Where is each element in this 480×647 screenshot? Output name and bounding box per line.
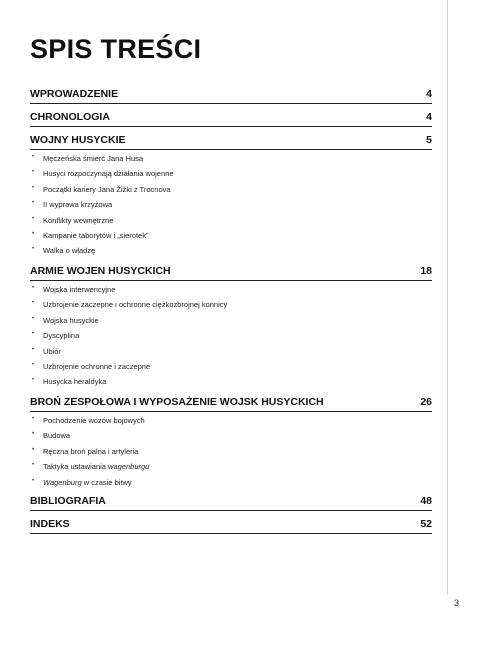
toc-subitem-text: Wojska interwencyjne — [43, 285, 116, 294]
toc-subitem-italic-text: wagenburgu — [108, 462, 150, 472]
bullet-icon: • — [32, 477, 35, 484]
bullet-icon: • — [32, 361, 35, 368]
toc-subitem-label — [43, 347, 61, 356]
toc-subitem-text: Uzbrojenie zaczepne i ochronne ciężkozbrojnej konnicy — [43, 300, 228, 310]
toc-subitem-label — [43, 154, 143, 163]
bullet-icon: • — [32, 230, 35, 237]
toc-subitem-text: Konflikty wewnętrzne — [43, 215, 114, 225]
toc-subitem[interactable] — [30, 474, 432, 489]
toc-subitem-label — [43, 246, 95, 255]
toc-section-heading[interactable] — [30, 88, 432, 102]
bullet-icon: • — [32, 346, 35, 353]
toc-subitem-label — [43, 216, 113, 225]
toc-subitem-italic-text: Wagenburg — [43, 477, 82, 487]
toc-subitem[interactable] — [30, 196, 432, 211]
toc-subitem-text: Husycka heraldyka — [43, 377, 107, 387]
toc-subitem-text: II wyprawa krzyżowa — [43, 200, 113, 210]
toc-section-heading[interactable] — [30, 396, 432, 410]
toc-subitem-label — [43, 185, 171, 194]
toc-subitem[interactable] — [30, 212, 432, 227]
toc-section-page-number: 48 — [420, 495, 432, 507]
toc-subitem-label — [43, 416, 145, 425]
toc-subitem[interactable] — [30, 181, 432, 196]
toc-section-title: CHRONOLOGIA — [30, 111, 110, 123]
toc-section-page-number: 18 — [420, 265, 432, 277]
toc-subitem-text: Taktyka ustawiania — [43, 462, 109, 472]
toc-subitem-text: w czasie bitwy — [81, 477, 132, 487]
toc-subitem-text: Wojska husyckie — [43, 315, 99, 325]
toc-subitem-text: Męczeńska śmierć Jana Husa — [43, 154, 144, 163]
toc-subitem-label — [43, 285, 115, 294]
toc-section — [30, 88, 432, 104]
toc-section-page-number: 26 — [420, 396, 432, 408]
bullet-icon: • — [32, 154, 35, 160]
bullet-icon: • — [32, 300, 35, 307]
toc-subitem-list — [30, 150, 432, 258]
page-title: SPIS TREŚCI — [30, 34, 202, 64]
toc-section-title: BROŃ ZESPOŁOWA I WYPOSAŻENIE WOJSK HUSYCKICH — [30, 396, 324, 408]
toc-section — [30, 134, 432, 258]
toc-subitem-text: Kampanie taborytów i „sierotek” — [43, 230, 149, 240]
toc-subitem[interactable] — [30, 281, 432, 296]
toc-subitem-label — [43, 200, 112, 209]
toc-subitem-label — [43, 377, 106, 386]
toc-subitem[interactable] — [30, 373, 432, 388]
toc-section-title: ARMIE WOJEN HUSYCKICH — [30, 265, 171, 277]
page-number: 3 — [454, 598, 460, 608]
toc-subitem[interactable] — [30, 458, 432, 473]
bullet-icon: • — [32, 331, 35, 338]
toc-subitem-list — [30, 412, 432, 489]
toc-subitem[interactable] — [30, 150, 432, 165]
toc-subitem[interactable] — [30, 227, 432, 242]
toc-subitem-label — [43, 478, 132, 487]
bullet-icon: • — [32, 446, 35, 453]
toc-subitem-label — [43, 300, 227, 309]
toc-subitem-text: Budowa — [43, 431, 71, 441]
toc-section — [30, 111, 432, 127]
toc-section-rule — [30, 126, 432, 127]
toc-subitem[interactable] — [30, 443, 432, 458]
bullet-icon: • — [32, 315, 35, 322]
toc-subitem-text: Ubiór — [43, 346, 61, 356]
toc-subitem[interactable] — [30, 412, 432, 427]
toc-section-rule — [30, 533, 432, 534]
toc-subitem-label — [43, 362, 150, 371]
toc-subitem[interactable] — [30, 296, 432, 311]
toc-section-heading[interactable] — [30, 518, 432, 532]
toc-section-page-number: 4 — [426, 88, 432, 100]
toc-section — [30, 265, 432, 389]
bullet-icon: • — [32, 416, 35, 422]
bullet-icon: • — [32, 169, 35, 176]
toc-subitem[interactable] — [30, 343, 432, 358]
toc-subitem[interactable] — [30, 427, 432, 442]
toc-subitem-label — [43, 462, 149, 471]
vertical-rule — [447, 0, 448, 595]
toc-section-heading[interactable] — [30, 265, 432, 279]
bullet-icon: • — [32, 215, 35, 222]
toc-section-heading[interactable] — [30, 495, 432, 509]
bullet-icon: • — [32, 200, 35, 207]
bullet-icon: • — [32, 462, 35, 469]
toc-section-rule — [30, 510, 432, 511]
toc-section-page-number: 4 — [426, 111, 432, 123]
bullet-icon: • — [32, 246, 35, 253]
bullet-icon: • — [32, 184, 35, 191]
toc-section-title: BIBLIOGRAFIA — [30, 495, 106, 507]
toc-section-title: INDEKS — [30, 518, 70, 530]
toc-subitem-text: Dyscyplina — [43, 331, 80, 341]
toc-section-title: WPROWADZENIE — [30, 88, 119, 100]
toc-subitem[interactable] — [30, 327, 432, 342]
toc-section-page-number: 5 — [426, 134, 432, 146]
bullet-icon: • — [32, 285, 35, 291]
toc-section-page-number: 52 — [420, 518, 432, 530]
toc-subitem-label — [43, 169, 174, 178]
toc-subitem[interactable] — [30, 242, 432, 257]
toc-subitem-text: Uzbrojenie ochronne i zaczepne — [43, 361, 151, 371]
toc-subitem-label — [43, 231, 148, 240]
toc-subitem-list — [30, 281, 432, 389]
toc-subitem[interactable] — [30, 312, 432, 327]
toc-subitem-text: Początki kariery Jana Žižki z Trocnova — [43, 184, 171, 194]
toc-section — [30, 518, 432, 534]
toc-subitem[interactable] — [30, 165, 432, 180]
bullet-icon: • — [32, 431, 35, 438]
toc-subitem-text: Ręczna broń palna i artyleria — [43, 446, 139, 456]
toc-section-rule — [30, 103, 432, 104]
toc-subitem-label — [43, 431, 70, 440]
toc-section-heading[interactable] — [30, 134, 432, 148]
toc-subitem-label — [43, 331, 79, 340]
toc-section-heading[interactable] — [30, 111, 432, 125]
toc-subitem-text: Walka o władzę — [43, 246, 96, 256]
toc-section-title: WOJNY HUSYCKIE — [30, 134, 126, 146]
toc-subitem-text: Husyci rozpoczynają działania wojenne — [43, 169, 174, 179]
toc-subitem-label — [43, 447, 138, 456]
toc-section — [30, 495, 432, 511]
toc-subitem[interactable] — [30, 358, 432, 373]
bullet-icon: • — [32, 377, 35, 384]
toc-section — [30, 396, 432, 489]
toc-subitem-label — [43, 316, 99, 325]
toc-subitem-text: Pochodzenie wozów bojowych — [43, 416, 145, 425]
